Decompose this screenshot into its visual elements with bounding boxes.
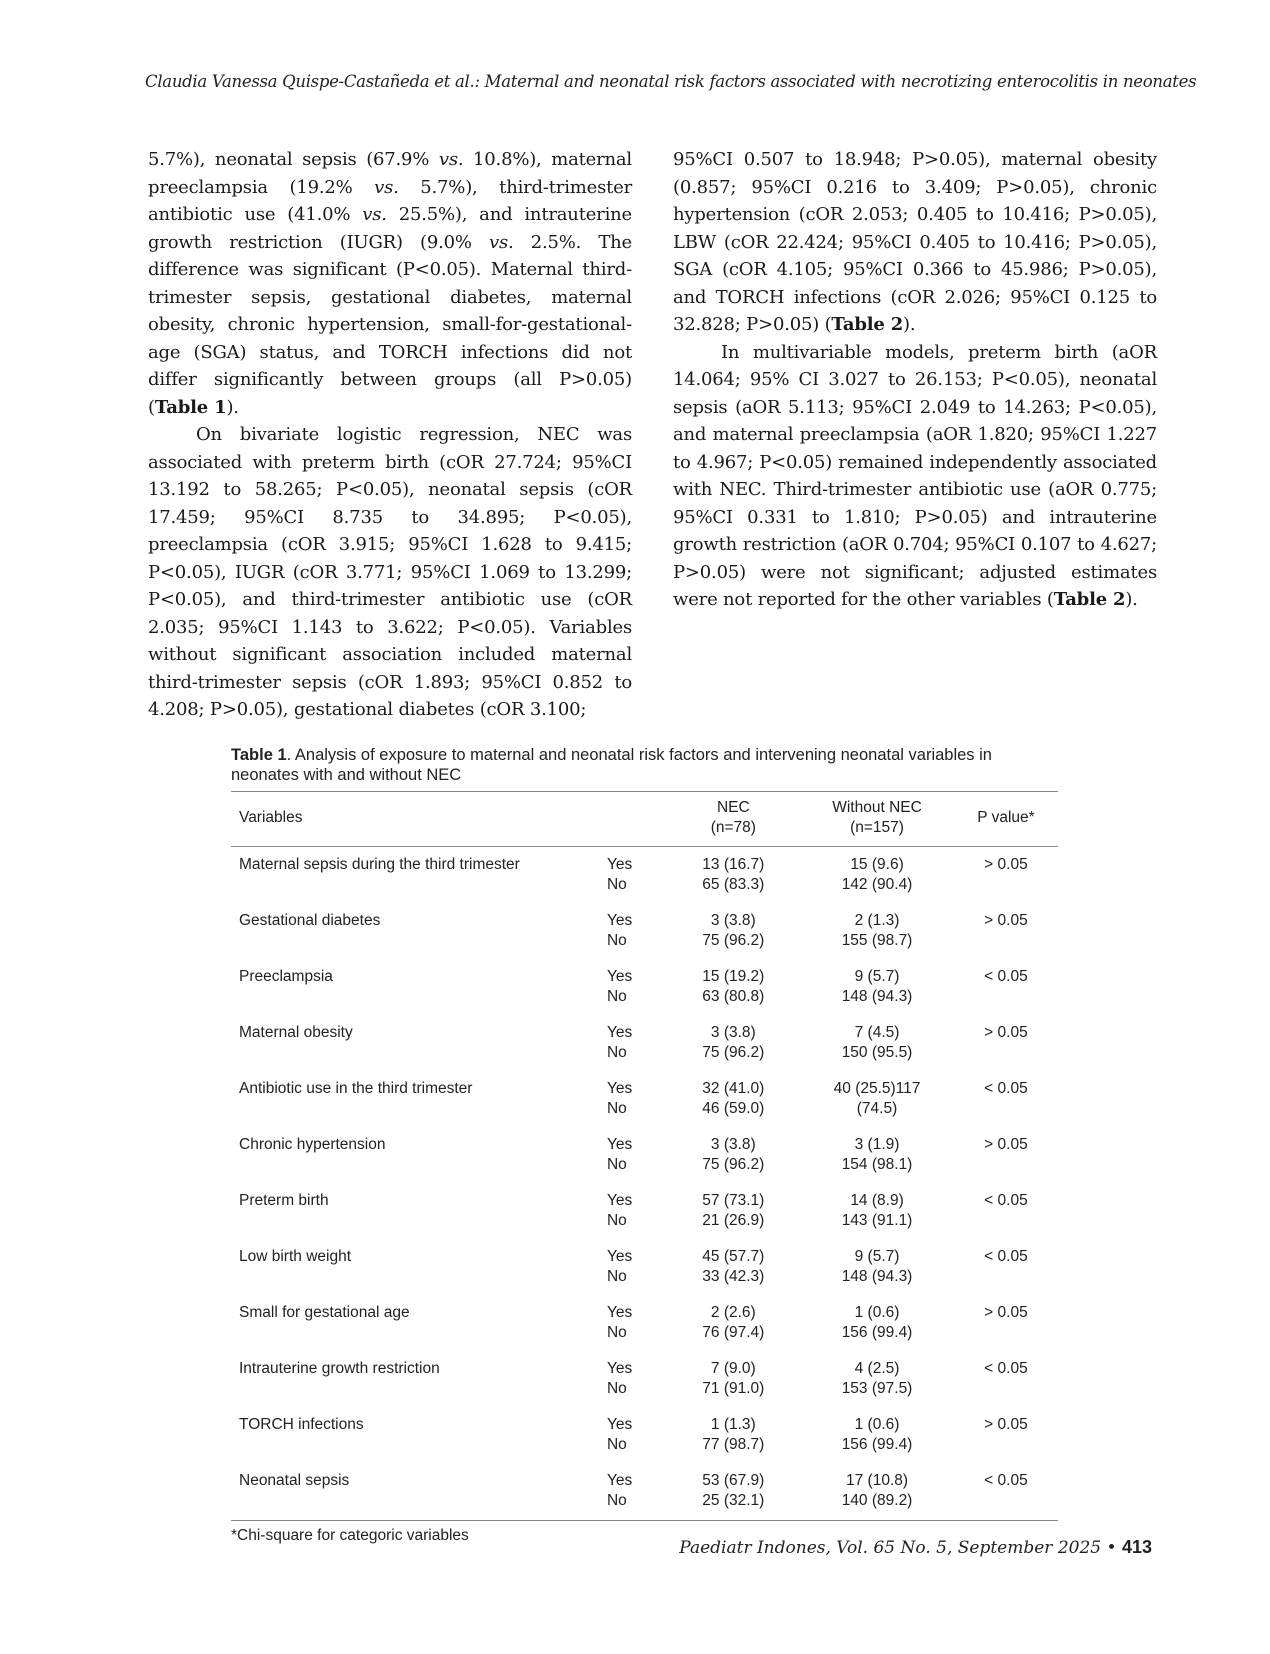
cell-variable: Maternal sepsis during the third trimester [239,856,520,873]
cell-p-value: < 0.05 [984,1360,1028,1377]
cell-variable: Antibiotic use in the third trimester [239,1080,473,1097]
cell-without-nec: 7 (4.5) 150 (95.5) [841,1024,913,1061]
cell-yes-no: Yes No [606,968,633,1005]
cell-variable: Chronic hypertension [239,1136,386,1153]
cell-without-nec: 14 (8.9) 143 (91.1) [841,1192,913,1229]
cell-yes-no: Yes No [606,1192,633,1229]
journal-citation: Paediatr Indones, Vol. 65 No. 5, September 2025 [679,1538,1102,1558]
cell-without-nec: 2 (1.3) 155 (98.7) [841,912,913,949]
table-row [231,1184,1058,1240]
cell-yes-no: Yes No [606,1136,633,1173]
cell-p-value: > 0.05 [984,856,1028,873]
cell-nec: 15 (19.2) 63 (80.8) [702,968,765,1005]
cell-variable: TORCH infections [239,1416,364,1433]
header-without-nec: Without NEC (n=157) [832,799,922,836]
separator-bullet: • [1106,1538,1117,1558]
cell-variable: Intrauterine growth restriction [239,1360,440,1377]
cell-p-value: < 0.05 [984,1192,1028,1209]
cell-p-value: > 0.05 [984,1304,1028,1321]
cell-yes-no: Yes No [606,1416,633,1453]
cell-nec: 2 (2.6) 76 (97.4) [702,1304,765,1341]
cell-p-value: > 0.05 [984,1136,1028,1153]
cell-nec: 7 (9.0) 71 (91.0) [702,1360,765,1397]
table-row [231,1408,1058,1464]
cell-p-value: > 0.05 [984,1024,1028,1041]
cell-variable: Maternal obesity [239,1024,353,1041]
cell-yes-no: Yes No [606,912,633,949]
table-row [231,960,1058,1016]
cell-nec: 32 (41.0) 46 (59.0) [702,1080,765,1117]
cell-yes-no: Yes No [606,1080,633,1117]
cell-p-value: < 0.05 [984,1248,1028,1265]
left-column [148,146,632,724]
table-1-block [231,745,1058,1545]
table-1-caption: Table 1. Analysis of exposure to maternal and neonatal risk factors and intervening neonatal variables in neonates with and without NEC [231,746,992,784]
cell-nec: 3 (3.8) 75 (96.2) [702,1024,765,1061]
cell-without-nec: 9 (5.7) 148 (94.3) [841,1248,913,1285]
cell-yes-no: Yes No [606,1304,633,1341]
cell-without-nec: 1 (0.6) 156 (99.4) [841,1304,913,1341]
table-1-reference: Table 1 [154,396,227,418]
table-row [231,1352,1058,1408]
cell-p-value: > 0.05 [984,912,1028,929]
cell-without-nec: 3 (1.9) 154 (98.1) [841,1136,913,1173]
cell-p-value: < 0.05 [984,1080,1028,1097]
cell-p-value: < 0.05 [984,968,1028,985]
cell-without-nec: 9 (5.7) 148 (94.3) [841,968,913,1005]
table-body [231,847,1058,1521]
cell-nec: 45 (57.7) 33 (42.3) [702,1248,765,1285]
cell-yes-no: Yes No [606,1360,633,1397]
cell-variable: Small for gestational age [239,1304,410,1321]
left-paragraph-1: 5.7%), neonatal sepsis (67.9% vs. 10.8%), maternal preeclampsia (19.2% vs. 5.7%), third-trimester antibiotic use (41.0% vs. 25.5%), and intrauterine growth restriction (IUGR) (9.0% vs. 2.5%. The difference was significant (P<0.05). Maternal third-trimester sepsis, gestational diabetes, maternal obesity, chronic hypertension, small-for-gestational-age (SGA) status, and TORCH infections did not differ significantly between groups (all P>0.05) (Table 1). [148,149,632,418]
cell-variable: Preterm birth [239,1192,329,1209]
cell-p-value: < 0.05 [984,1472,1028,1489]
cell-nec: 57 (73.1) 21 (26.9) [702,1192,765,1229]
cell-nec: 53 (67.9) 25 (32.1) [702,1472,765,1509]
cell-p-value: > 0.05 [984,1416,1028,1433]
header-p-value: P value* [977,809,1035,826]
cell-variable: Low birth weight [239,1248,352,1265]
cell-yes-no: Yes No [606,1472,633,1509]
cell-variable: Preeclampsia [239,968,333,985]
table-row [231,1072,1058,1128]
cell-yes-no: Yes No [606,1024,633,1061]
table-row [231,1296,1058,1352]
header-variables: Variables [239,809,303,826]
cell-variable: Gestational diabetes [239,912,381,929]
table-header-row [231,792,1058,847]
cell-without-nec: 15 (9.6) 142 (90.4) [841,856,913,893]
cell-nec: 3 (3.8) 75 (96.2) [702,912,765,949]
table-1 [231,791,1058,1521]
table-row [231,1016,1058,1072]
table-row [231,1240,1058,1296]
table-2-reference: Table 2 [1053,589,1126,610]
cell-nec: 13 (16.7) 65 (83.3) [702,856,765,893]
table-row [231,847,1058,905]
cell-yes-no: Yes No [606,856,633,893]
cell-yes-no: Yes No [606,1248,633,1285]
table-footnote: *Chi-square for categoric variables [231,1527,469,1544]
left-paragraph-2: On bivariate logistic regression, NEC was associated with preterm birth (cOR 27.724; 95%CI 13.192 to 58.265; P<0.05), neonatal sepsis (cOR 17.459; 95%CI 8.735 to 34.895; P<0.05), preeclampsia (cOR 3.915; 95%CI 1.628 to 9.415; P<0.05), IUGR (cOR 3.771; 95%CI 1.069 to 13.299; P<0.05), and third-trimester antibiotic use (cOR 2.035; 95%CI 1.143 to 3.622; P<0.05). Variables without significant association included maternal third-trimester sepsis (cOR 1.893; 95%CI 0.852 to 4.208; P>0.05), gestational diabetes (cOR 3.100; [148,424,632,720]
running-foot [679,1537,1152,1558]
right-column [673,146,1157,614]
table-2-reference: Table 2 [831,314,904,335]
cell-without-nec: 17 (10.8) 140 (89.2) [841,1472,913,1509]
cell-without-nec: 1 (0.6) 156 (99.4) [841,1416,913,1453]
cell-nec: 3 (3.8) 75 (96.2) [702,1136,765,1173]
running-head: Claudia Vanessa Quispe-Castañeda et al.: Maternal and neonatal risk factors associated with necrotizing enterocolitis in neonates [145,72,1197,91]
table-row [231,904,1058,960]
table-row [231,1464,1058,1521]
right-paragraph-2: In multivariable models, preterm birth (aOR 14.064; 95% CI 3.027 to 26.153; P<0.05), neonatal sepsis (aOR 5.113; 95%CI 2.049 to 14.263; P<0.05), and maternal preeclampsia (aOR 1.820; 95%CI 1.227 to 4.967; P<0.05) remained independently associated with NEC. Third-trimester antibiotic use (aOR 0.775; 95%CI 0.331 to 1.810; P>0.05) and intrauterine growth restriction (aOR 0.704; 95%CI 0.107 to 4.627; P>0.05) were not significant; adjusted estimates were not reported for the other variables (Table 2). [673,341,1157,610]
header-nec: NEC (n=78) [710,799,756,836]
cell-without-nec: 4 (2.5) 153 (97.5) [841,1360,913,1397]
cell-nec: 1 (1.3) 77 (98.7) [702,1416,765,1453]
right-paragraph-1: 95%CI 0.507 to 18.948; P>0.05), maternal obesity (0.857; 95%CI 0.216 to 3.409; P>0.05), chronic hypertension (cOR 2.053; 0.405 to 10.416; P>0.05), LBW (cOR 22.424; 95%CI 0.405 to 10.416; P>0.05), SGA (cOR 4.105; 95%CI 0.366 to 45.986; P>0.05), and TORCH infections (cOR 2.026; 95%CI 0.125 to 32.828; P>0.05) (Table 2). [673,149,1157,335]
cell-without-nec: 40 (25.5)117 (74.5) [833,1080,921,1117]
cell-variable: Neonatal sepsis [239,1472,350,1489]
page-number: 413 [1121,1537,1152,1557]
table-row [231,1128,1058,1184]
